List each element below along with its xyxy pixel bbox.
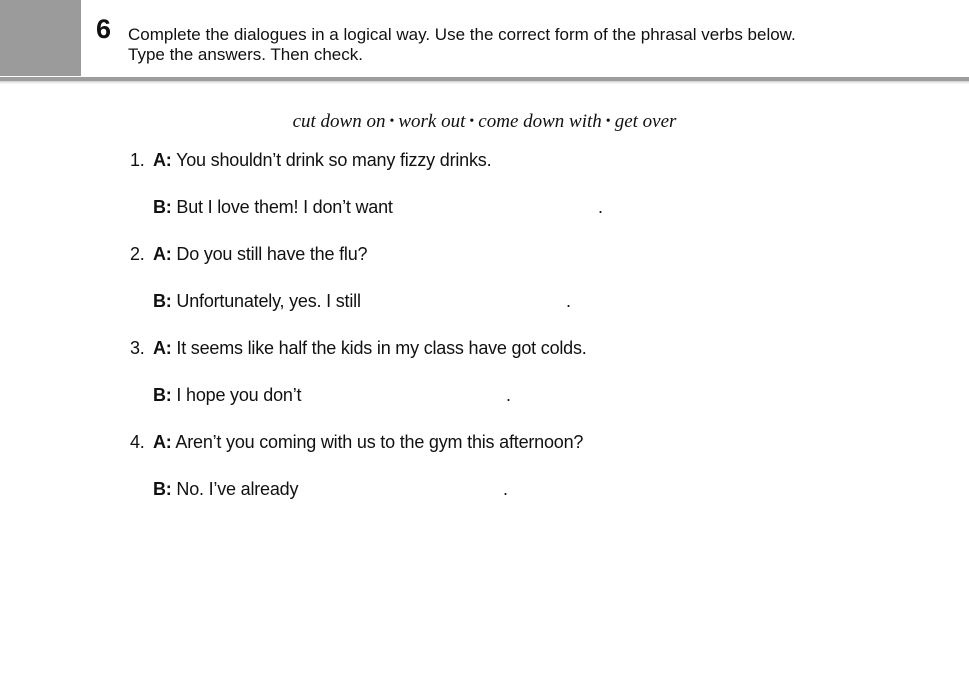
instructions-line-1: Complete the dialogues in a logical way. Use the correct form of the phrasal verbs below.	[128, 25, 796, 44]
exercise-instructions	[128, 25, 796, 65]
answer-input-2[interactable]	[362, 291, 567, 311]
speaker-b-label: B:	[153, 291, 172, 311]
dialogue-3-line-a	[130, 337, 145, 359]
answer-input-1[interactable]	[396, 197, 600, 217]
speaker-a-label: A:	[153, 244, 172, 264]
dialogue-2-speaker-a-line	[153, 243, 367, 265]
speaker-a-text: Aren’t you coming with us to the gym this afternoon?	[175, 432, 584, 452]
dialogue-1-speaker-b-line	[153, 196, 393, 218]
instructions-line-2: Type the answers. Then check.	[128, 45, 363, 64]
speaker-a-label: A:	[153, 150, 172, 170]
answer-input-4[interactable]	[299, 479, 505, 499]
dialogue-2-speaker-b-line	[153, 290, 361, 312]
dialogue-1-line-a	[130, 149, 145, 171]
item-number: 1.	[130, 150, 145, 170]
speaker-b-label: B:	[153, 385, 172, 405]
speaker-a-label: A:	[153, 338, 172, 358]
dialogue-4-speaker-a-line	[153, 431, 583, 453]
word-bank-separator: •	[469, 114, 475, 129]
speaker-a-text: You shouldn’t drink so many fizzy drinks.	[176, 150, 492, 170]
speaker-a-label: A:	[153, 432, 172, 452]
dialogue-3-speaker-a-line	[153, 337, 587, 359]
word-bank	[0, 110, 969, 136]
item-number: 4.	[130, 432, 145, 452]
item-number: 3.	[130, 338, 145, 358]
speaker-a-text: Do you still have the flu?	[176, 244, 368, 264]
word-bank-item: get over	[614, 111, 677, 132]
dialogue-4-line-a	[130, 431, 145, 453]
answer-input-3[interactable]	[302, 385, 508, 405]
dialogue-1-speaker-a-line	[153, 149, 491, 171]
item-number: 2.	[130, 244, 145, 264]
speaker-b-text: I hope you don’t	[176, 385, 302, 405]
dialogue-1-end: .	[598, 197, 603, 217]
dialogue-2-line-a	[130, 243, 145, 265]
dialogue-4-speaker-b-line	[153, 478, 298, 500]
word-bank-item: work out	[398, 111, 466, 132]
dialogue-3-speaker-b-line	[153, 384, 301, 406]
dialogue-2-end: .	[566, 291, 571, 311]
speaker-a-text: It seems like half the kids in my class have got colds.	[176, 338, 587, 358]
exercise-number: 6	[96, 14, 112, 44]
dialogue-4-end: .	[503, 479, 508, 499]
word-bank-item: cut down on	[292, 111, 386, 132]
speaker-b-label: B:	[153, 479, 172, 499]
speaker-b-text: But I love them! I don’t want	[176, 197, 393, 217]
header-divider-shadow	[0, 81, 969, 84]
word-bank-separator: •	[605, 114, 611, 129]
dialogue-3-end: .	[506, 385, 511, 405]
exercise-header-block	[0, 0, 81, 76]
speaker-b-text: Unfortunately, yes. I still	[176, 291, 361, 311]
speaker-b-label: B:	[153, 197, 172, 217]
word-bank-separator: •	[389, 114, 395, 129]
speaker-b-text: No. I’ve already	[176, 479, 299, 499]
word-bank-item: come down with	[478, 111, 602, 132]
